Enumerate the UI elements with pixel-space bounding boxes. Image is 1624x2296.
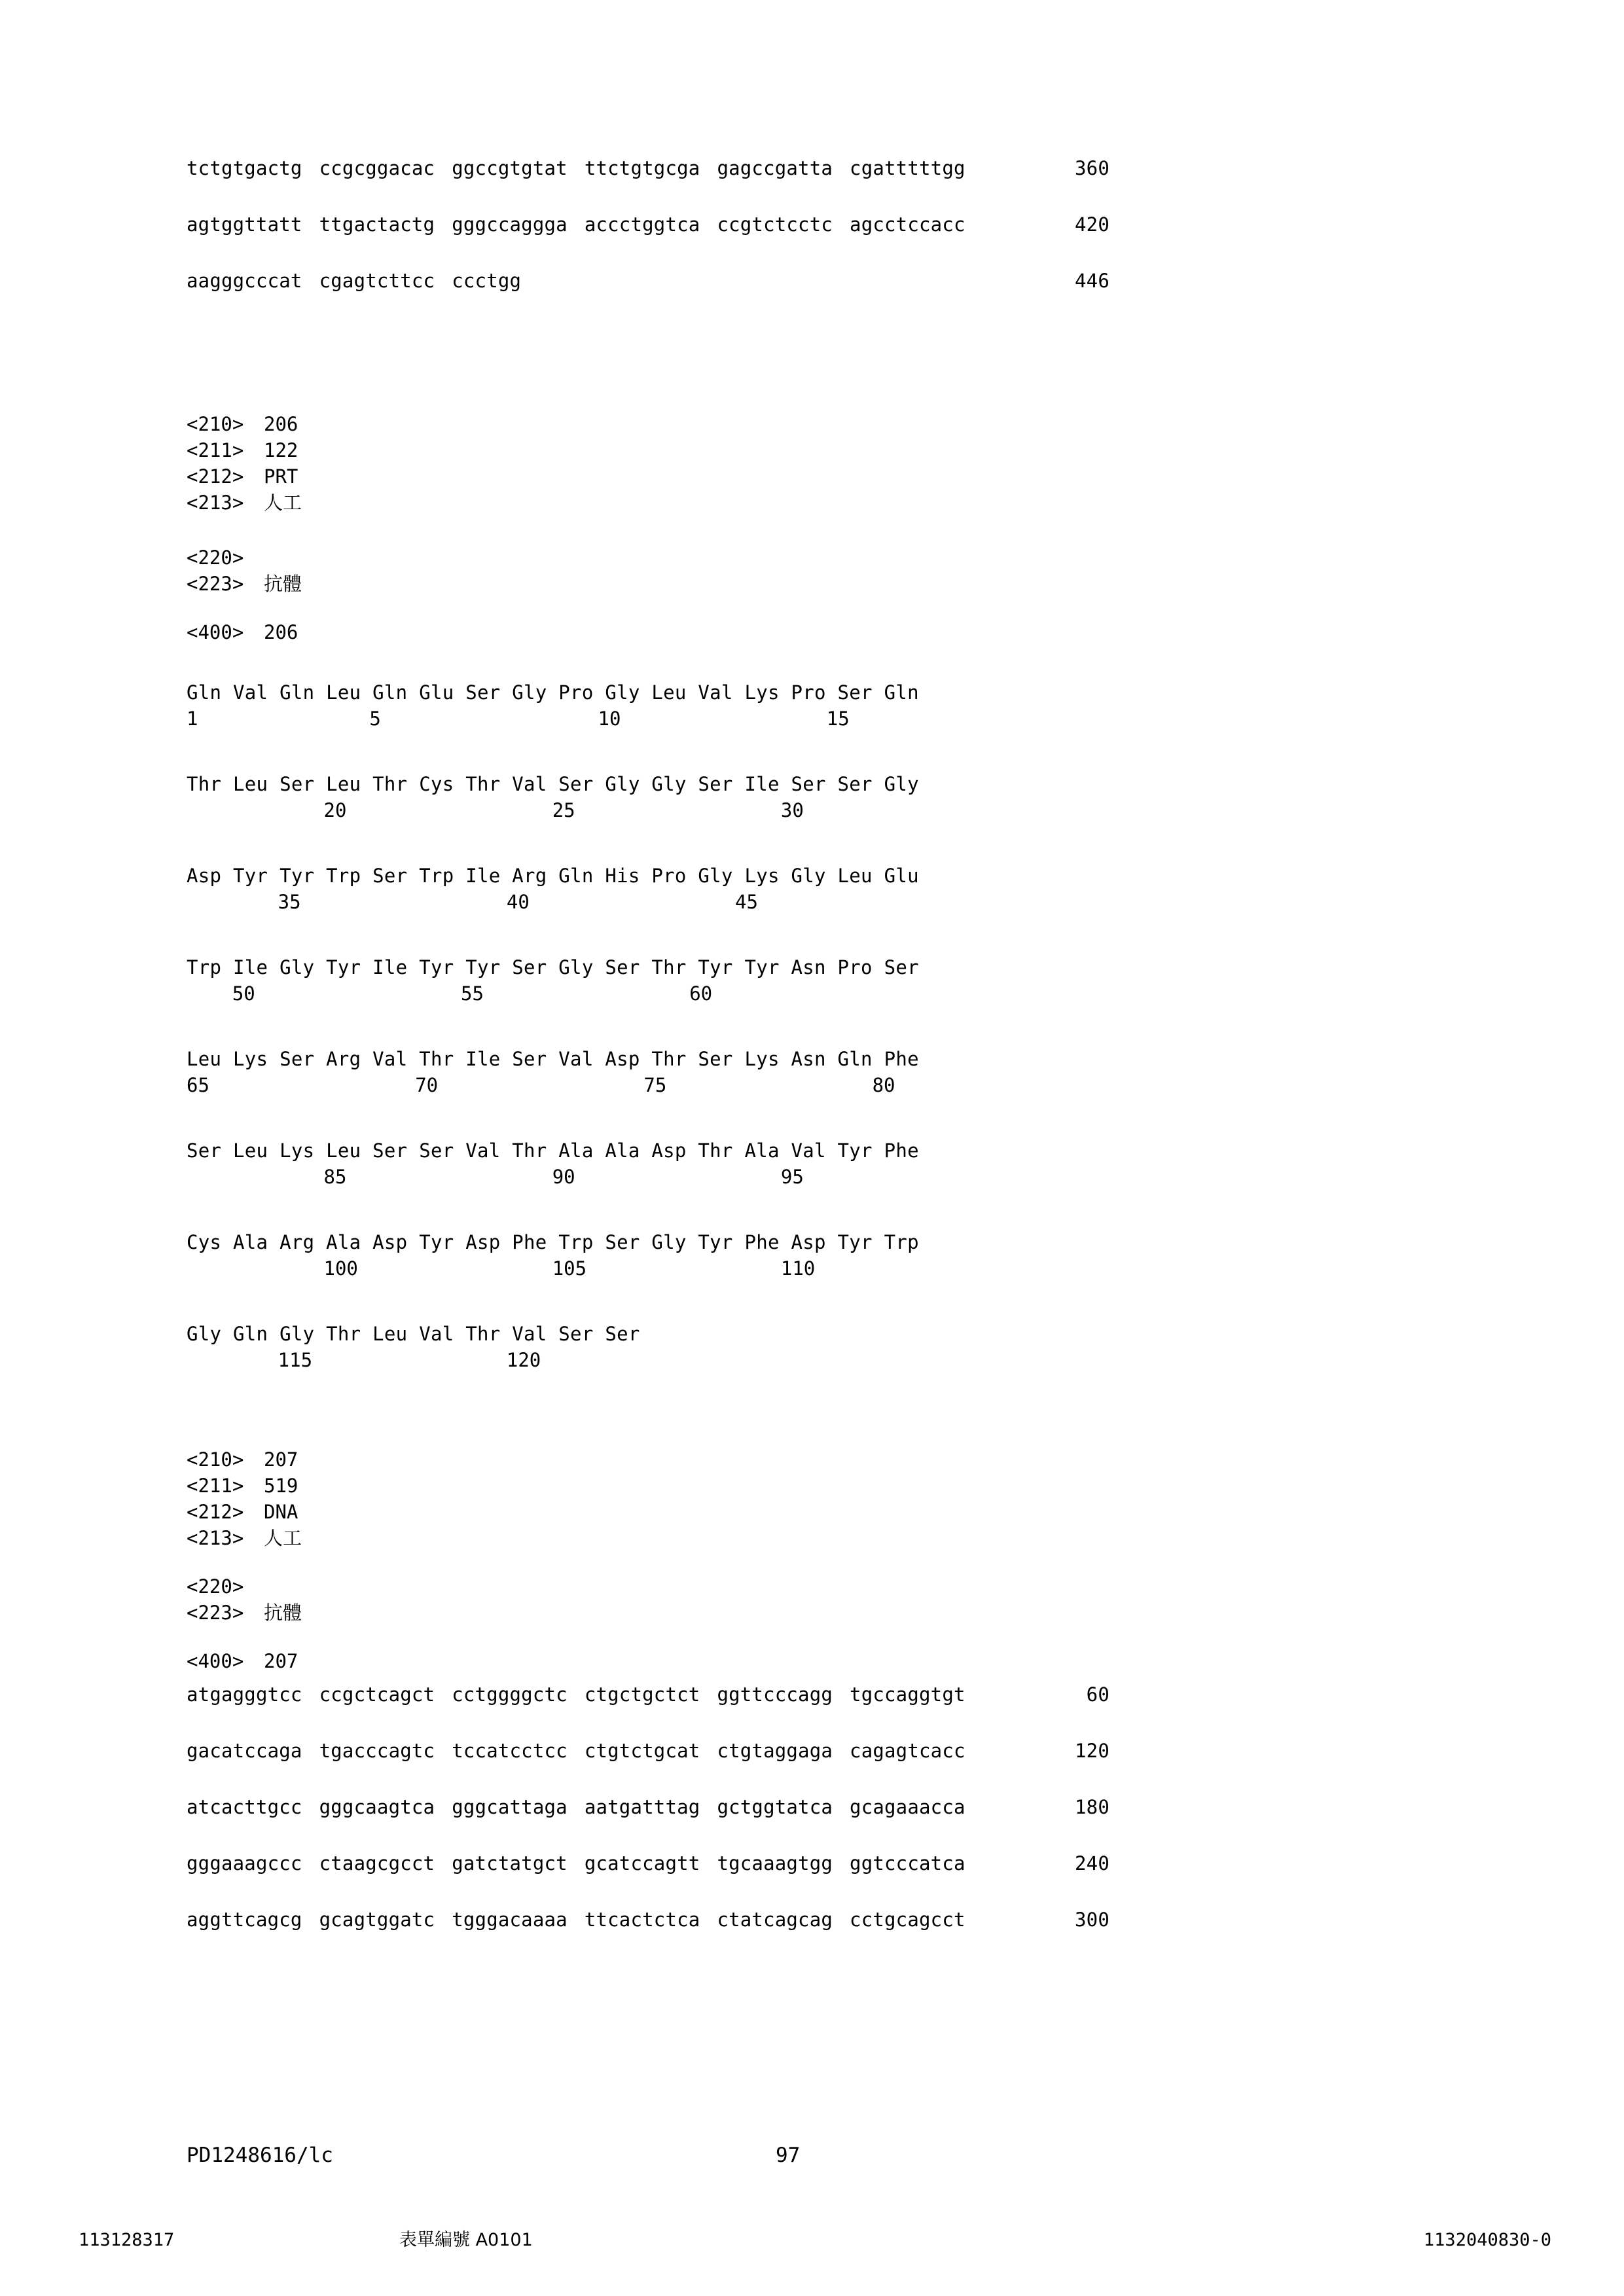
sequence-chunk: gcagaaacca [850,1796,965,1818]
sequence-chunk: aatgatttag [584,1796,700,1818]
sequence-chunk: ctaagcgcct [319,1852,435,1874]
sequence-chunk: aggttcagcg [187,1909,302,1931]
sequence-blocks [187,1683,1031,1706]
tag-line [187,1473,1430,1499]
sequence-chunk: gggcattaga [452,1796,568,1818]
tag-line [187,411,1430,437]
sequence-chunk: tccatcctcc [452,1740,568,1762]
sequence-chunk: cctggggctc [452,1683,568,1706]
sequence-chunk: gggaaagccc [187,1852,302,1874]
tag-value: 人工 [264,1527,302,1549]
sequence-chunk: cctgcagcct [850,1909,965,1931]
protein-residues: Gln Val Gln Leu Gln Glu Ser Gly Pro Gly Leu Val Lys Pro Ser Gln [187,681,919,704]
tag-line [187,1525,1430,1551]
spacer [187,1551,1430,1573]
protein-numbers: 50 55 60 [187,982,713,1005]
sequence-chunk: ttgactactg [319,213,435,236]
spacer [187,1626,1430,1648]
sequence-chunk: tctgtgactg [187,157,302,179]
sequence-blocks [187,270,1031,292]
tag-key: <223> [187,573,244,595]
tag-value: 207 [264,1448,298,1471]
sequence-chunk: agtggttatt [187,213,302,236]
sequence-chunk: cgagtcttcc [319,270,435,292]
tag-key: <213> [187,1527,244,1549]
sequence-row [187,1909,1430,1931]
sequence-position-number: 60 [1086,1683,1110,1706]
protein-numbers: 115 120 [187,1349,541,1371]
tag-line [187,1600,1430,1626]
sequence-chunk: aagggcccat [187,270,302,292]
tag-value: 206 [264,621,298,643]
sequence-blocks [187,1796,1031,1818]
tag-key: <220> [187,1575,244,1598]
seq-entry-206-header [187,411,1430,516]
sequence-chunk: ttcactctca [584,1909,700,1931]
seq-entry-207-sequence-tag [187,1648,1430,1674]
tag-value: PRT [264,465,298,488]
protein-numbers: 100 105 110 [187,1257,816,1280]
tag-key: <400> [187,1650,244,1672]
seq-entry-207-features [187,1573,1430,1626]
tag-value: DNA [264,1501,298,1523]
spacer [187,522,1430,545]
tag-line [187,437,1430,463]
spacer [187,1412,1430,1446]
tag-value: 人工 [264,492,302,514]
protein-line [187,954,1430,1007]
sequence-chunk: ggtcccatca [850,1852,965,1874]
protein-residues: Thr Leu Ser Leu Thr Cys Thr Val Ser Gly Gly Ser Ile Ser Ser Gly [187,773,919,795]
spacer [187,1674,1430,1683]
tag-key: <211> [187,1475,244,1497]
tag-line [187,490,1430,516]
page-footer [187,2144,1437,2167]
tag-value: 207 [264,1650,298,1672]
tag-key: <400> [187,621,244,643]
protein-numbers: 35 40 45 [187,891,758,913]
sequence-row [187,1740,1430,1762]
tag-line [187,1446,1430,1473]
sequence-chunk: cgatttttgg [850,157,965,179]
document-identifier: PD1248616/lc [187,2144,333,2167]
sequence-chunk: gggcaagtca [319,1796,435,1818]
page-footer-bottom [79,2225,1551,2251]
tag-key: <223> [187,1602,244,1624]
sequence-chunk: atcacttgcc [187,1796,302,1818]
sequence-chunk: ggttcccagg [717,1683,833,1706]
protein-line [187,1138,1430,1190]
protein-residues: Cys Ala Arg Ala Asp Tyr Asp Phe Trp Ser Gly Tyr Phe Asp Tyr Trp [187,1231,919,1253]
sequence-position-number: 446 [1075,270,1110,292]
spacer [187,326,1430,372]
sequence-chunk: gctggtatca [717,1796,833,1818]
tag-line [187,463,1430,490]
document-content [187,157,1430,1965]
seq-entry-207-header [187,1446,1430,1551]
sequence-chunk: gcatccagtt [584,1852,700,1874]
seq-entry-206-features [187,545,1430,597]
application-number: 113128317 [79,2230,175,2250]
sequence-chunk: gatctatgct [452,1852,568,1874]
sequence-chunk: agcctccacc [850,213,965,236]
seq-entry-206-sequence-tag [187,619,1430,645]
protein-residues: Trp Ile Gly Tyr Ile Tyr Tyr Ser Gly Ser Thr Tyr Tyr Asn Pro Ser [187,956,919,978]
protein-numbers: 65 70 75 80 [187,1074,895,1096]
sequence-chunk: tgacccagtc [319,1740,435,1762]
sequence-position-number: 180 [1075,1796,1110,1818]
sequence-blocks [187,1909,1031,1931]
sequence-block-519 [187,1683,1430,1931]
protein-numbers: 85 90 95 [187,1166,804,1188]
tag-key: <220> [187,547,244,569]
sequence-position-number: 240 [1075,1852,1110,1874]
sequence-position-number: 300 [1075,1909,1110,1931]
tag-line [187,545,1430,571]
tag-value: 抗體 [264,1602,302,1624]
tag-value: 519 [264,1475,298,1497]
sequence-chunk: ctgtctgcat [584,1740,700,1762]
sequence-chunk: accctggtca [584,213,700,236]
protein-line [187,679,1430,732]
protein-line [187,1046,1430,1098]
sequence-block-446 [187,157,1430,292]
spacer [187,645,1430,679]
sequence-chunk: ctgtaggaga [717,1740,833,1762]
sequence-chunk: atgagggtcc [187,1683,302,1706]
tag-value: 122 [264,439,298,461]
sequence-chunk: tgccaggtgt [850,1683,965,1706]
form-number: 表單編號 A0101 [399,2230,533,2250]
spacer [187,597,1430,619]
protein-numbers: 20 25 30 [187,799,804,821]
tag-line [187,571,1430,597]
sequence-row [187,270,1430,292]
sequence-chunk: tgggacaaaa [452,1909,568,1931]
sequence-chunk: gcagtggatc [319,1909,435,1931]
sequence-chunk: ggccgtgtat [452,157,568,179]
sequence-chunk: tgcaaagtgg [717,1852,833,1874]
sequence-chunk: gggccaggga [452,213,568,236]
protein-line [187,771,1430,823]
tag-line [187,1499,1430,1525]
sequence-row [187,1683,1430,1706]
sequence-position-number: 420 [1075,213,1110,236]
protein-sequence-206 [187,679,1430,1373]
sequence-chunk: ccgctcagct [319,1683,435,1706]
page-number: 97 [776,2144,801,2167]
tag-line [187,1573,1430,1600]
sequence-chunk: ttctgtgcga [584,157,700,179]
sequence-row [187,1852,1430,1874]
tag-key: <212> [187,465,244,488]
sequence-row [187,1796,1430,1818]
tag-key: <212> [187,1501,244,1523]
sequence-chunk: cagagtcacc [850,1740,965,1762]
protein-residues: Leu Lys Ser Arg Val Thr Ile Ser Val Asp Thr Ser Lys Asn Gln Phe [187,1048,919,1070]
sequence-chunk: gagccgatta [717,157,833,179]
protein-line [187,1321,1430,1373]
protein-line [187,1229,1430,1282]
tag-value: 206 [264,413,298,435]
sequence-chunk: ctgctgctct [584,1683,700,1706]
protein-numbers: 1 5 10 15 [187,708,850,730]
sequence-chunk: ctatcagcag [717,1909,833,1931]
sequence-row [187,157,1430,179]
sequence-chunk: ccgcggacac [319,157,435,179]
protein-residues: Gly Gln Gly Thr Leu Val Thr Val Ser Ser [187,1323,640,1345]
tag-line [187,619,1430,645]
tag-key: <211> [187,439,244,461]
sequence-chunk: ccgtctcctc [717,213,833,236]
sequence-blocks [187,1852,1031,1874]
protein-residues: Ser Leu Lys Leu Ser Ser Val Thr Ala Ala Asp Thr Ala Val Tyr Phe [187,1139,919,1162]
tag-line [187,1648,1430,1674]
filing-reference-number: 1132040830-0 [1423,2230,1551,2250]
tag-value: 抗體 [264,573,302,595]
sequence-blocks [187,157,1031,179]
sequence-position-number: 360 [1075,157,1110,179]
tag-key: <210> [187,413,244,435]
protein-residues: Asp Tyr Tyr Trp Ser Trp Ile Arg Gln His Pro Gly Lys Gly Leu Glu [187,865,919,887]
sequence-blocks [187,213,1031,236]
sequence-row [187,213,1430,236]
sequence-position-number: 120 [1075,1740,1110,1762]
sequence-chunk: ccctgg [452,270,522,292]
tag-key: <210> [187,1448,244,1471]
tag-key: <213> [187,492,244,514]
sequence-blocks [187,1740,1031,1762]
sequence-chunk: gacatccaga [187,1740,302,1762]
protein-line [187,863,1430,915]
